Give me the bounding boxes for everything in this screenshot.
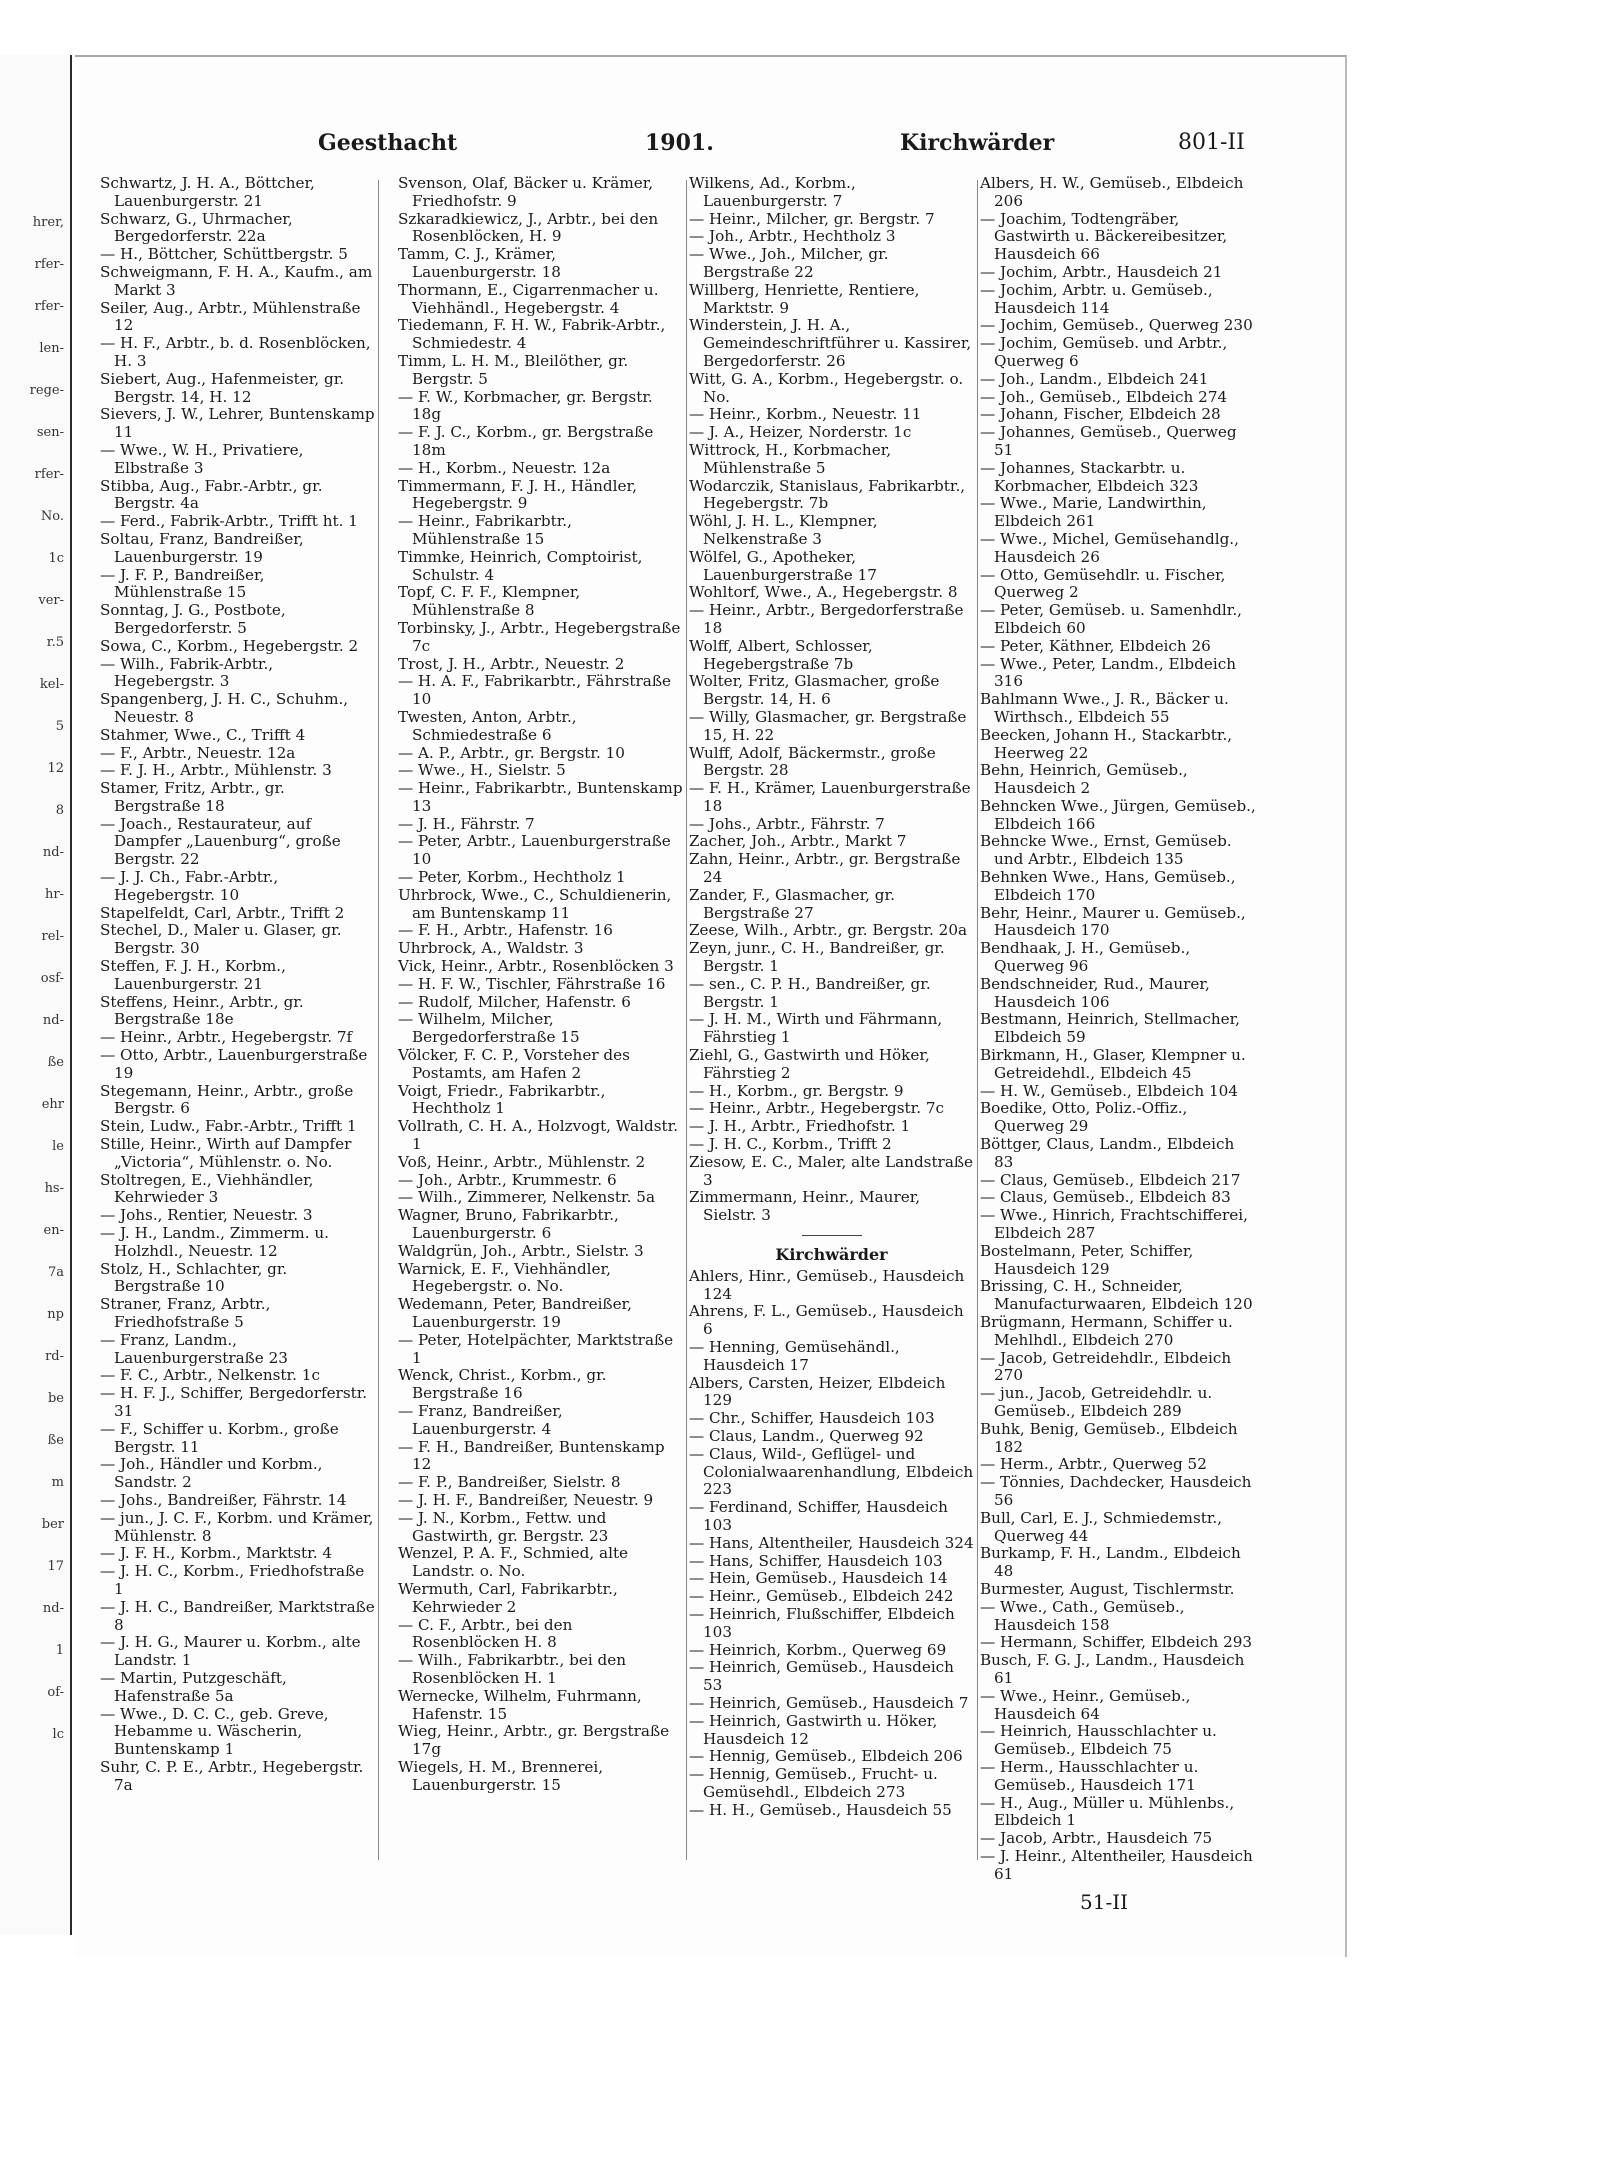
directory-entry: — J. H., Fährstr. 7 (398, 814, 535, 833)
directory-entry: — Heinrich, Flußschiffer, Elbdeich 103 (689, 1604, 955, 1641)
directory-entry: — Jacob, Arbtr., Hausdeich 75 (980, 1829, 1213, 1848)
directory-entry: — H. F., Arbtr., b. d. Rosenblöcken, H. 3 (100, 334, 371, 370)
directory-entry: — J. F. P., Bandreißer, Mühlenstraße 15 (100, 565, 265, 602)
directory-entry: — Peter, Käthner, Elbdeich 26 (980, 636, 1211, 655)
directory-entry: Wölfel, G., Apotheker, Lauenburgerstraße 17 (689, 547, 877, 584)
directory-entry: — F. J. H., Arbtr., Mühlenstr. 3 (100, 761, 332, 780)
section-rule (802, 1235, 862, 1236)
directory-entry: Wulff, Adolf, Bäckermstr., große Bergstr. 28 (689, 743, 936, 780)
directory-entry: Brügmann, Hermann, Schiffer u. Mehlhdl., Elbdeich 270 (980, 1313, 1233, 1349)
directory-entry: Soltau, Franz, Bandreißer, Lauenburgerstr. 19 (100, 529, 304, 566)
directory-entry: — J. F. H., Korbm., Marktstr. 4 (100, 1544, 333, 1563)
directory-entry: Witt, G. A., Korbm., Hegebergstr. o. No. (689, 369, 964, 406)
directory-entry: — F. H., Arbtr., Hafenstr. 16 (398, 921, 613, 940)
directory-entry: Wolff, Albert, Schlosser, Hegebergstraße 7b (689, 636, 873, 673)
directory-entry: — Heinrich, Gemüseb., Hausdeich 53 (689, 1658, 954, 1695)
directory-entry: Sowa, C., Korbm., Hegebergstr. 2 (100, 636, 359, 655)
binding-fragment: osf- (40, 971, 64, 986)
directory-column-4 (980, 174, 1258, 1883)
column-rule (378, 180, 379, 1860)
directory-entry: Birkmann, H., Glaser, Klempner u. Getreidehdl., Elbdeich 45 (980, 1046, 1246, 1082)
directory-entry: — Wwe., H., Sielstr. 5 (398, 761, 566, 780)
directory-entry: — Wwe., Hinrich, Frachtschifferei, Elbdeich 287 (980, 1206, 1248, 1243)
binding-fragment: hrer, (32, 215, 64, 230)
directory-entry: Zander, F., Glasmacher, gr. Bergstraße 27 (689, 885, 895, 922)
directory-entry: Ziesow, E. C., Maler, alte Landstraße 3 (689, 1152, 974, 1189)
directory-entry: Trost, J. H., Arbtr., Neuestr. 2 (398, 654, 625, 673)
binding-fragment: ehr (41, 1097, 64, 1112)
directory-entry: Stegemann, Heinr., Arbtr., große Bergstr. 6 (100, 1081, 354, 1118)
directory-entry: — Joachim, Todtengräber, Gastwirth u. Bäckereibesitzer, Hausdeich 66 (980, 209, 1228, 264)
directory-entry: — H. F. W., Tischler, Fährstraße 16 (398, 974, 666, 993)
directory-entry: Albers, Carsten, Heizer, Elbdeich 129 (689, 1373, 946, 1410)
directory-entry: Burmester, August, Tischlermstr. (980, 1579, 1235, 1598)
directory-entry: Straner, Franz, Arbtr., Friedhofstraße 5 (100, 1295, 271, 1331)
directory-entry: Stoltregen, E., Viehhändler, Kehrwieder 3 (100, 1170, 314, 1207)
directory-entry: — Joh., Arbtr., Krummestr. 6 (398, 1170, 617, 1189)
directory-entry: Voigt, Friedr., Fabrikarbtr., Hechtholz 1 (398, 1081, 606, 1118)
binding-fragment: rfer- (34, 257, 64, 272)
directory-entry: — Rudolf, Milcher, Hafenstr. 6 (398, 992, 631, 1011)
directory-entry: — Franz, Bandreißer, Lauenburgerstr. 4 (398, 1401, 563, 1438)
directory-entry: Albers, H. W., Gemüseb., Elbdeich 206 (980, 174, 1244, 210)
directory-entry: Seiler, Aug., Arbtr., Mühlenstraße 12 (100, 298, 361, 335)
directory-entry: — F. H., Krämer, Lauenburgerstraße 18 (689, 779, 971, 815)
directory-entry: Bull, Carl, E. J., Schmiedemstr., Querweg 44 (980, 1508, 1223, 1545)
directory-entry: Szkaradkiewicz, J., Arbtr., bei den Rosenblöcken, H. 9 (398, 209, 659, 246)
directory-entry: — Joh., Gemüseb., Elbdeich 274 (980, 387, 1228, 406)
directory-entry: Beecken, Johann H., Stackarbtr., Heerweg 22 (980, 725, 1233, 762)
binding-fragment: rfer- (34, 299, 64, 314)
directory-entry: Wieg, Heinr., Arbtr., gr. Bergstraße 17g (398, 1722, 670, 1759)
directory-entry: Stille, Heinr., Wirth auf Dampfer „Victoria“, Mühlenstr. o. No. (100, 1135, 352, 1171)
binding-fragment: len- (39, 341, 64, 356)
page-number: 801-II (1178, 130, 1245, 155)
directory-entry: Behncken Wwe., Jürgen, Gemüseb., Elbdeich 166 (980, 796, 1256, 833)
directory-entry: Zacher, Joh., Arbtr., Markt 7 (689, 832, 907, 851)
directory-entry: — Claus, Gemüseb., Elbdeich 217 (980, 1170, 1241, 1189)
left-page-edge (0, 55, 72, 1935)
column-rule (977, 180, 978, 1860)
directory-entry: Winderstein, J. H. A., Gemeindeschriftführer u. Kassirer, Bergedorferstr. 26 (689, 316, 972, 370)
directory-entry: — Wilh., Fabrik-Arbtr., Hegebergstr. 3 (100, 654, 274, 691)
directory-entry: — Heinrich, Gemüseb., Hausdeich 7 (689, 1693, 969, 1712)
directory-entry: — Johann, Fischer, Elbdeich 28 (980, 405, 1221, 424)
directory-entry: Vollrath, C. H. A., Holzvogt, Waldstr. 1 (398, 1117, 679, 1154)
directory-entry: — jun., J. C. F., Korbm. und Krämer, Mühlenstr. 8 (100, 1508, 374, 1545)
directory-entry: — J. H. M., Wirth und Fährmann, Fährstieg 1 (689, 1010, 943, 1047)
directory-entry: — Wilhelm, Milcher, Bergedorferstraße 15 (398, 1010, 580, 1047)
directory-entry: — F. C., Arbtr., Nelkenstr. 1c (100, 1366, 320, 1385)
directory-entry: — H., Böttcher, Schüttbergstr. 5 (100, 245, 348, 264)
directory-entry: — Heinr., Korbm., Neuestr. 11 (689, 405, 922, 424)
directory-entry: — Peter, Hotelpächter, Marktstraße 1 (398, 1330, 674, 1367)
binding-fragment: hs- (44, 1181, 64, 1196)
binding-fragment: lc (52, 1727, 64, 1742)
directory-entry: — Martin, Putzgeschäft, Hafenstraße 5a (100, 1668, 287, 1705)
directory-entry: — Johannes, Gemüseb., Querweg 51 (980, 423, 1237, 459)
directory-entry: Torbinsky, J., Arbtr., Hegebergstraße 7c (398, 618, 681, 655)
header-year: 1901. (645, 130, 714, 156)
directory-entry: Stamer, Fritz, Arbtr., gr. Bergstraße 18 (100, 779, 285, 815)
binding-fragment: sen- (36, 425, 64, 440)
directory-entry: Wernecke, Wilhelm, Fuhrmann, Hafenstr. 15 (398, 1686, 642, 1723)
directory-entry: Wolter, Fritz, Glasmacher, große Bergstr. 14, H. 6 (689, 672, 940, 709)
directory-column-1 (100, 175, 375, 1875)
directory-entry: Uhrbrock, Wwe., C., Schuldienerin, am Buntenskamp 11 (398, 885, 672, 922)
directory-entry: — Wwe., Cath., Gemüseb., Hausdeich 158 (980, 1597, 1185, 1634)
directory-entry: — H., Korbm., gr. Bergstr. 9 (689, 1081, 904, 1100)
directory-entry: — Wwe., D. C. C., geb. Greve, Hebamme u. Wäscherin, Buntenskamp 1 (100, 1704, 329, 1759)
directory-entry: — A. P., Arbtr., gr. Bergstr. 10 (398, 743, 625, 762)
directory-entry: Zimmermann, Heinr., Maurer, Sielstr. 3 (689, 1188, 921, 1225)
directory-entry: — Wilh., Zimmerer, Nelkenstr. 5a (398, 1188, 655, 1207)
binding-fragment: nd- (42, 1013, 64, 1028)
directory-entry: — Peter, Gemüseb. u. Samenhdlr., Elbdeich 60 (980, 601, 1243, 637)
directory-entry: — H. W., Gemüseb., Elbdeich 104 (980, 1081, 1238, 1100)
binding-fragment: ße (47, 1055, 64, 1070)
directory-entry: Sievers, J. W., Lehrer, Buntenskamp 11 (100, 405, 375, 442)
binding-fragment: be (47, 1391, 64, 1406)
binding-fragment: ße (47, 1433, 64, 1448)
directory-entry: — Jochim, Arbtr. u. Gemüseb., Hausdeich 114 (980, 280, 1213, 317)
page-header (0, 130, 1280, 170)
directory-entry: Zeese, Wilh., Arbtr., gr. Bergstr. 20a (689, 921, 968, 940)
binding-fragment: 17 (47, 1559, 64, 1574)
directory-entry: Suhr, C. P. E., Arbtr., Hegebergstr. 7a (100, 1757, 364, 1794)
directory-entry: Bestmann, Heinrich, Stellmacher, Elbdeich 59 (980, 1010, 1241, 1047)
directory-entry: — Franz, Landm., Lauenburgerstraße 23 (100, 1330, 288, 1367)
directory-entry: Bendhaak, J. H., Gemüseb., Querweg 96 (980, 939, 1191, 976)
directory-entry: Zeyn, junr., C. H., Bandreißer, gr. Bergstr. 1 (689, 939, 945, 976)
binding-fragment: en- (43, 1223, 64, 1238)
binding-fragment: hr- (45, 887, 64, 902)
directory-entry: Wiegels, H. M., Brennerei, Lauenburgerstr. 15 (398, 1757, 604, 1794)
directory-entry: — Heinr., Arbtr., Bergedorferstraße 18 (689, 601, 964, 637)
directory-entry: — Wwe., Peter, Landm., Elbdeich 316 (980, 654, 1237, 691)
directory-entry: Stahmer, Wwe., C., Trifft 4 (100, 725, 306, 744)
directory-column-2 (398, 175, 683, 1875)
directory-entry: Twesten, Anton, Arbtr., Schmiedestraße 6 (398, 707, 577, 744)
directory-entry: Ziehl, G., Gastwirth und Höker, Fährstieg 2 (689, 1046, 930, 1082)
directory-entry: Ahrens, F. L., Gemüseb., Hausdeich 6 (689, 1302, 964, 1339)
directory-entry: — Hein, Gemüseb., Hausdeich 14 (689, 1569, 948, 1588)
directory-entry: — Hans, Schiffer, Hausdeich 103 (689, 1551, 943, 1570)
directory-entry: Wilkens, Ad., Korbm., Lauenburgerstr. 7 (689, 174, 856, 210)
binding-fragment: rel- (41, 929, 64, 944)
binding-fragment: rd- (45, 1349, 64, 1364)
binding-fragment: r.5 (46, 635, 64, 650)
directory-entry: Buhk, Benig, Gemüseb., Elbdeich 182 (980, 1419, 1238, 1456)
directory-entry: Ahlers, Hinr., Gemüseb., Hausdeich 124 (689, 1266, 965, 1303)
directory-entry: — Wwe., W. H., Privatiere, Elbstraße 3 (100, 440, 304, 477)
directory-entry: — Otto, Gemüsehdlr. u. Fischer, Querweg 2 (980, 565, 1226, 602)
binding-fragment: 7a (47, 1265, 64, 1280)
directory-entry: — H., Aug., Müller u. Mühlenbs., Elbdeich 1 (980, 1793, 1235, 1830)
directory-entry: — J. A., Heizer, Norderstr. 1c (689, 423, 912, 442)
directory-entry: Svenson, Olaf, Bäcker u. Krämer, Friedhofstr. 9 (398, 174, 654, 210)
directory-entry: — Heinr., Arbtr., Hegebergstr. 7f (100, 1028, 353, 1047)
directory-entry: Stein, Ludw., Fabr.-Arbtr., Trifft 1 (100, 1117, 357, 1136)
directory-entry: — Joh., Händler und Korbm., Sandstr. 2 (100, 1455, 323, 1492)
directory-entry: — H. A. F., Fabrikarbtr., Fährstraße 10 (398, 672, 671, 709)
directory-entry: Wöhl, J. H. L., Klempner, Nelkenstraße 3 (689, 512, 878, 548)
directory-entry: — J. H. C., Bandreißer, Marktstraße 8 (100, 1597, 375, 1634)
directory-entry: Bostelmann, Peter, Schiffer, Hausdeich 129 (980, 1241, 1194, 1278)
directory-entry: — J. H. F., Bandreißer, Neuestr. 9 (398, 1490, 654, 1509)
directory-entry: Stechel, D., Maler u. Glaser, gr. Bergstr. 30 (100, 921, 342, 958)
directory-entry: — Johs., Rentier, Neuestr. 3 (100, 1206, 313, 1225)
directory-entry: — J. H., Landm., Zimmerm. u. Holzhdl., Neuestr. 12 (100, 1224, 329, 1260)
directory-entry: — Heinrich, Korbm., Querweg 69 (689, 1640, 947, 1659)
directory-entry: Behn, Heinrich, Gemüseb., Hausdeich 2 (980, 761, 1188, 798)
directory-entry: — Peter, Arbtr., Lauenburgerstraße 10 (398, 832, 671, 869)
directory-entry: — Jochim, Gemüseb., Querweg 230 (980, 316, 1253, 335)
directory-entry: Wittrock, H., Korbmacher, Mühlenstraße 5 (689, 440, 892, 477)
header-left-title: Geesthacht (318, 130, 458, 156)
directory-entry: — Willy, Glasmacher, gr. Bergstraße 15, H. 22 (689, 707, 967, 744)
binding-fragment: le (52, 1139, 64, 1154)
directory-entry: — Hennig, Gemüseb., Frucht- u. Gemüsehdl., Elbdeich 273 (689, 1765, 938, 1801)
directory-entry: Wermuth, Carl, Fabrikarbtr., Kehrwieder 2 (398, 1579, 618, 1616)
directory-entry: — Jochim, Gemüseb. und Arbtr., Querweg 6 (980, 334, 1228, 370)
directory-entry: — Chr., Schiffer, Hausdeich 103 (689, 1409, 935, 1428)
directory-entry: Steffen, F. J. H., Korbm., Lauenburgerstr. 21 (100, 957, 286, 993)
directory-entry: — jun., Jacob, Getreidehdlr. u. Gemüseb., Elbdeich 289 (980, 1384, 1213, 1420)
directory-entry: Wenzel, P. A. F., Schmied, alte Landstr. o. No. (398, 1544, 629, 1581)
directory-entry: Busch, F. G. J., Landm., Hausdeich 61 (980, 1651, 1245, 1687)
directory-entry: — Heinr., Fabrikarbtr., Buntenskamp 13 (398, 779, 683, 815)
directory-entry: — Claus, Gemüseb., Elbdeich 83 (980, 1188, 1231, 1207)
directory-entry: Schwartz, J. H. A., Böttcher, Lauenburgerstr. 21 (100, 174, 315, 210)
binding-fragment: No. (40, 509, 64, 524)
directory-entry: Burkamp, F. H., Landm., Elbdeich 48 (980, 1544, 1241, 1581)
directory-entry: Böttger, Claus, Landm., Elbdeich 83 (980, 1135, 1235, 1171)
directory-entry: — Heinrich, Hausschlachter u. Gemüseb., Elbdeich 75 (980, 1722, 1217, 1759)
directory-entry: — J. H., Arbtr., Friedhofstr. 1 (689, 1117, 911, 1136)
binding-fragment: np (47, 1307, 64, 1322)
directory-entry: Timmke, Heinrich, Comptoirist, Schulstr. 4 (398, 547, 643, 584)
binding-fragment: nd- (42, 1601, 64, 1616)
directory-entry: Stolz, H., Schlachter, gr. Bergstraße 10 (100, 1259, 288, 1296)
directory-entry: Timm, L. H. M., Bleilöther, gr. Bergstr. 5 (398, 351, 629, 388)
directory-entry: — Wilh., Fabrikarbtr., bei den Rosenblöcken H. 1 (398, 1651, 627, 1687)
directory-entry: — Johannes, Stackarbtr. u. Korbmacher, Elbdeich 323 (980, 458, 1199, 495)
directory-entry: — Heinr., Arbtr., Hegebergstr. 7c (689, 1099, 945, 1118)
directory-entry: — Hermann, Schiffer, Elbdeich 293 (980, 1633, 1253, 1652)
directory-entry: — J. N., Korbm., Fettw. und Gastwirth, gr. Bergstr. 23 (398, 1508, 609, 1545)
directory-entry: — C. F., Arbtr., bei den Rosenblöcken H. 8 (398, 1615, 573, 1652)
directory-entry: — Heinrich, Gastwirth u. Höker, Hausdeich 12 (689, 1711, 938, 1748)
binding-fragment: rege- (29, 383, 64, 398)
directory-entry: — Johs., Bandreißer, Fährstr. 14 (100, 1490, 347, 1509)
directory-column-3 (689, 175, 974, 1875)
directory-entry: Bahlmann Wwe., J. R., Bäcker u. Wirthsch., Elbdeich 55 (980, 690, 1229, 726)
directory-entry: — Joach., Restaurateur, auf Dampfer „Lauenburg“, große Bergstr. 22 (100, 814, 341, 869)
directory-entry: — Claus, Wild-, Geflügel- und Colonialwaarenhandlung, Elbdeich 223 (689, 1444, 974, 1499)
directory-entry: Wagner, Bruno, Fabrikarbtr., Lauenburgerstr. 6 (398, 1206, 619, 1243)
directory-entry: Tamm, C. J., Krämer, Lauenburgerstr. 18 (398, 245, 561, 281)
directory-entry: — Heinr., Gemüseb., Elbdeich 242 (689, 1587, 954, 1606)
directory-entry: — Joh., Arbtr., Hechtholz 3 (689, 227, 896, 246)
directory-entry: Wohltorf, Wwe., A., Hegebergstr. 8 (689, 583, 958, 602)
binding-fragment: kel- (39, 677, 64, 692)
directory-entry: Behnken Wwe., Hans, Gemüseb., Elbdeich 170 (980, 868, 1236, 904)
directory-entry: — Wwe., Michel, Gemüsehandlg., Hausdeich 26 (980, 529, 1239, 566)
directory-entry: Wodarczik, Stanislaus, Fabrikarbtr., Hegebergstr. 7b (689, 476, 966, 513)
column-rule (686, 180, 687, 1860)
directory-entry: — Tönnies, Dachdecker, Hausdeich 56 (980, 1473, 1252, 1509)
directory-entry: Behr, Heinr., Maurer u. Gemüseb., Hausdeich 170 (980, 903, 1246, 940)
directory-entry: Warnick, E. F., Viehhändler, Hegebergstr. o. No. (398, 1259, 611, 1296)
directory-entry: Siebert, Aug., Hafenmeister, gr. Bergstr. 14, H. 12 (100, 369, 345, 406)
binding-fragment: ber (41, 1517, 64, 1532)
directory-entry: — Claus, Landm., Querweg 92 (689, 1426, 924, 1445)
directory-entry: Spangenberg, J. H. C., Schuhm., Neuestr. 8 (100, 690, 349, 726)
directory-entry: — F. J. C., Korbm., gr. Bergstraße 18m (398, 423, 654, 459)
directory-entry: — sen., C. P. H., Bandreißer, gr. Bergstr. 1 (689, 974, 931, 1011)
binding-fragment: m (51, 1475, 64, 1490)
directory-entry: — Otto, Arbtr., Lauenburgerstraße 19 (100, 1046, 368, 1082)
directory-entry: — Joh., Landm., Elbdeich 241 (980, 369, 1209, 388)
directory-entry: Willberg, Henriette, Rentiere, Marktstr. 9 (689, 280, 920, 317)
directory-entry: Sonntag, J. G., Postbote, Bergedorferstr. 5 (100, 601, 286, 637)
directory-entry: — J. J. Ch., Fabr.-Arbtr., Hegebergstr. 10 (100, 868, 279, 904)
directory-entry: Bendschneider, Rud., Maurer, Hausdeich 106 (980, 974, 1210, 1011)
directory-entry: — Wwe., Heinr., Gemüseb., Hausdeich 64 (980, 1686, 1191, 1723)
directory-entry: — F. H., Bandreißer, Buntenskamp 12 (398, 1437, 665, 1474)
directory-entry: Behncke Wwe., Ernst, Gemüseb. und Arbtr., Elbdeich 135 (980, 832, 1232, 869)
directory-entry: — Henning, Gemüsehändl., Hausdeich 17 (689, 1338, 900, 1374)
directory-entry: Waldgrün, Joh., Arbtr., Sielstr. 3 (398, 1241, 644, 1260)
directory-entry: — Heinr., Fabrikarbtr., Mühlenstraße 15 (398, 512, 572, 548)
footer-signature: 51-II (1080, 1890, 1129, 1914)
binding-fragment: 5 (55, 719, 64, 734)
directory-entry: Uhrbrock, A., Waldstr. 3 (398, 939, 584, 958)
directory-entry: — H. F. J., Schiffer, Bergedorferstr. 31 (100, 1384, 368, 1420)
directory-entry: — J. H. G., Maurer u. Korbm., alte Landstr. 1 (100, 1633, 361, 1670)
directory-entry: — Herm., Hausschlachter u. Gemüseb., Hausdeich 171 (980, 1757, 1199, 1794)
directory-entry: — F. P., Bandreißer, Sielstr. 8 (398, 1473, 621, 1492)
directory-entry: — J. Heinr., Altentheiler, Hausdeich 61 (980, 1846, 1253, 1883)
directory-entry: — J. H. C., Korbm., Trifft 2 (689, 1135, 892, 1154)
binding-fragment: rfer- (34, 467, 64, 482)
header-right-title: Kirchwärder (900, 130, 1055, 156)
directory-entry: — Jochim, Arbtr., Hausdeich 21 (980, 262, 1223, 281)
directory-entry: Stibba, Aug., Fabr.-Arbtr., gr. Bergstr. 4a (100, 476, 323, 513)
directory-entry: Topf, C. F. F., Klempner, Mühlenstraße 8 (398, 583, 581, 620)
binding-fragment: 1c (48, 551, 64, 566)
directory-entry: — Wwe., Marie, Landwirthin, Elbdeich 261 (980, 494, 1207, 531)
directory-entry: Zahn, Heinr., Arbtr., gr. Bergstraße 24 (689, 850, 961, 887)
directory-entry: — Heinr., Milcher, gr. Bergstr. 7 (689, 209, 935, 228)
directory-entry: Tiedemann, F. H. W., Fabrik-Arbtr., Schmiedestr. 4 (398, 316, 666, 353)
directory-entry: — Hans, Altentheiler, Hausdeich 324 (689, 1533, 974, 1552)
directory-entry: Boedike, Otto, Poliz.-Offiz., Querweg 29 (980, 1099, 1188, 1136)
directory-entry: — Johs., Arbtr., Fährstr. 7 (689, 814, 885, 833)
directory-entry: Thormann, E., Cigarrenmacher u. Viehhändl., Hegebergstr. 4 (398, 280, 659, 317)
directory-entry: Wedemann, Peter, Bandreißer, Lauenburgerstr. 19 (398, 1295, 632, 1331)
directory-entry: — Jacob, Getreidehdlr., Elbdeich 270 (980, 1348, 1232, 1385)
binding-fragment: ver- (38, 593, 64, 608)
directory-entry: — F., Arbtr., Neuestr. 12a (100, 743, 296, 762)
directory-entry: — Herm., Arbtr., Querweg 52 (980, 1455, 1207, 1474)
binding-fragment: 1 (55, 1643, 64, 1658)
directory-entry: — Ferd., Fabrik-Arbtr., Trifft ht. 1 (100, 512, 358, 531)
directory-entry: Stapelfeldt, Carl, Arbtr., Trifft 2 (100, 903, 345, 922)
binding-fragment: of- (47, 1685, 64, 1700)
directory-entry: — J. H. C., Korbm., Friedhofstraße 1 (100, 1562, 365, 1598)
directory-entry: Wenck, Christ., Korbm., gr. Bergstraße 16 (398, 1366, 607, 1403)
directory-entry: — Peter, Korbm., Hechtholz 1 (398, 868, 626, 887)
directory-entry: Timmermann, F. J. H., Händler, Hegebergstr. 9 (398, 476, 637, 513)
binding-fragment: nd- (42, 845, 64, 860)
binding-fragment: 8 (55, 803, 64, 818)
directory-entry: — Hennig, Gemüseb., Elbdeich 206 (689, 1747, 963, 1766)
directory-entry: — F. W., Korbmacher, gr. Bergstr. 18g (398, 387, 653, 424)
directory-entry: Steffens, Heinr., Arbtr., gr. Bergstraße 18e (100, 992, 304, 1029)
directory-entry: Völcker, F. C. P., Vorsteher des Postamts, am Hafen 2 (398, 1046, 630, 1082)
directory-entry: — F., Schiffer u. Korbm., große Bergstr. 11 (100, 1419, 339, 1456)
directory-entry: Voß, Heinr., Arbtr., Mühlenstr. 2 (398, 1152, 646, 1171)
directory-entry: Brissing, C. H., Schneider, Manufacturwaaren, Elbdeich 120 (980, 1277, 1253, 1314)
directory-entry: Vick, Heinr., Arbtr., Rosenblöcken 3 (398, 957, 674, 976)
section-heading: Kirchwärder (775, 1245, 888, 1265)
directory-entry: — Wwe., Joh., Milcher, gr. Bergstraße 22 (689, 245, 889, 281)
binding-fragment: 12 (47, 761, 64, 776)
directory-entry: — H. H., Gemüseb., Hausdeich 55 (689, 1800, 952, 1819)
directory-entry: — Ferdinand, Schiffer, Hausdeich 103 (689, 1498, 948, 1534)
directory-entry: — H., Korbm., Neuestr. 12a (398, 458, 611, 477)
directory-entry: Schweigmann, F. H. A., Kaufm., am Markt 3 (100, 262, 373, 299)
directory-entry: Schwarz, G., Uhrmacher, Bergedorferstr. 22a (100, 209, 293, 246)
